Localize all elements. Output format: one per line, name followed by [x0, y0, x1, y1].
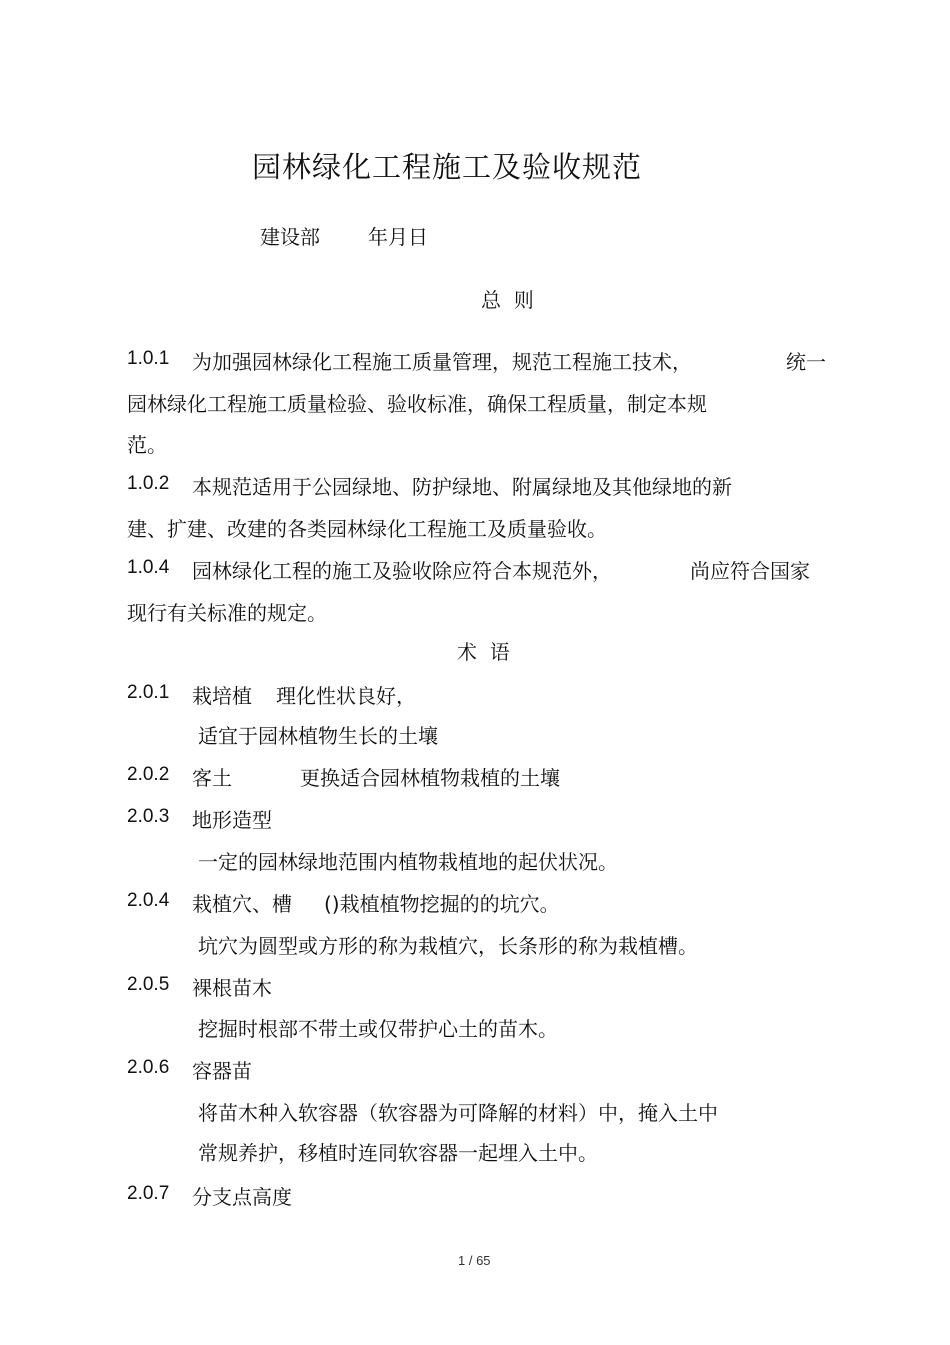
clause-text: 范。 [127, 433, 167, 457]
issuer: 建设部 [260, 225, 320, 249]
term-definition: ()栽植植物挖掘的的坑穴。 [324, 892, 560, 916]
term-number: 2.0.5 [127, 974, 170, 995]
issue-date: 年月日 [368, 225, 428, 249]
clause-text: 现行有关标准的规定。 [127, 601, 327, 625]
clause-text: 尚应符合国家 [690, 559, 810, 583]
term-name: 容器苗 [192, 1059, 252, 1083]
document-title: 园林绿化工程施工及验收规范 [252, 150, 643, 184]
term-name: 裸根苗木 [192, 976, 272, 1000]
term-name: 栽植穴、槽 [192, 892, 292, 916]
term-number: 2.0.4 [127, 890, 170, 911]
term-definition: 一定的园林绿地范围内植物栽植地的起伏状况。 [198, 850, 618, 874]
term-number: 2.0.6 [127, 1057, 170, 1078]
term-number: 2.0.3 [127, 806, 170, 827]
term-definition: 挖掘时根部不带土或仅带护心土的苗木。 [198, 1017, 558, 1041]
term-number: 2.0.7 [127, 1183, 170, 1204]
term-name: 分支点高度 [192, 1185, 292, 1209]
term-definition: 将苗木种入软容器（软容器为可降解的材料）中，掩入土中 [198, 1101, 718, 1125]
term-name: 栽培植 [192, 684, 252, 708]
term-definition: 适宜于园林植物生长的土壤 [198, 724, 438, 748]
page-number: 1 / 65 [458, 1253, 491, 1268]
clause-text: 为加强园林绿化工程施工质量管理，规范工程施工技术， [192, 350, 692, 374]
term-name: 地形造型 [192, 808, 272, 832]
clause-text: 园林绿化工程施工质量检验、验收标准，确保工程质量，制定本规 [127, 392, 707, 416]
clause-text: 本规范适用于公园绿地、防护绿地、附属绿地及其他绿地的新 [192, 475, 732, 499]
clause-number: 1.0.1 [127, 348, 170, 369]
clause-text: 统一 [786, 350, 826, 374]
term-number: 2.0.1 [127, 682, 170, 703]
term-number: 2.0.2 [127, 764, 170, 785]
clause-number: 1.0.2 [127, 473, 170, 494]
term-definition: 更换适合园林植物栽植的土壤 [300, 766, 560, 790]
term-definition: 常规养护，移植时连同软容器一起埋入土中。 [198, 1141, 598, 1165]
section-heading-general: 总 则 [481, 288, 534, 312]
clause-text: 园林绿化工程的施工及验收除应符合本规范外， [192, 559, 612, 583]
section-heading-terms: 术 语 [457, 640, 510, 664]
clause-text: 建、扩建、改建的各类园林绿化工程施工及质量验收。 [127, 517, 607, 541]
term-definition: 坑穴为圆型或方形的称为栽植穴，长条形的称为栽植槽。 [198, 934, 698, 958]
term-name: 客土 [192, 766, 232, 790]
term-definition: 理化性状良好， [276, 684, 416, 708]
clause-number: 1.0.4 [127, 557, 170, 578]
